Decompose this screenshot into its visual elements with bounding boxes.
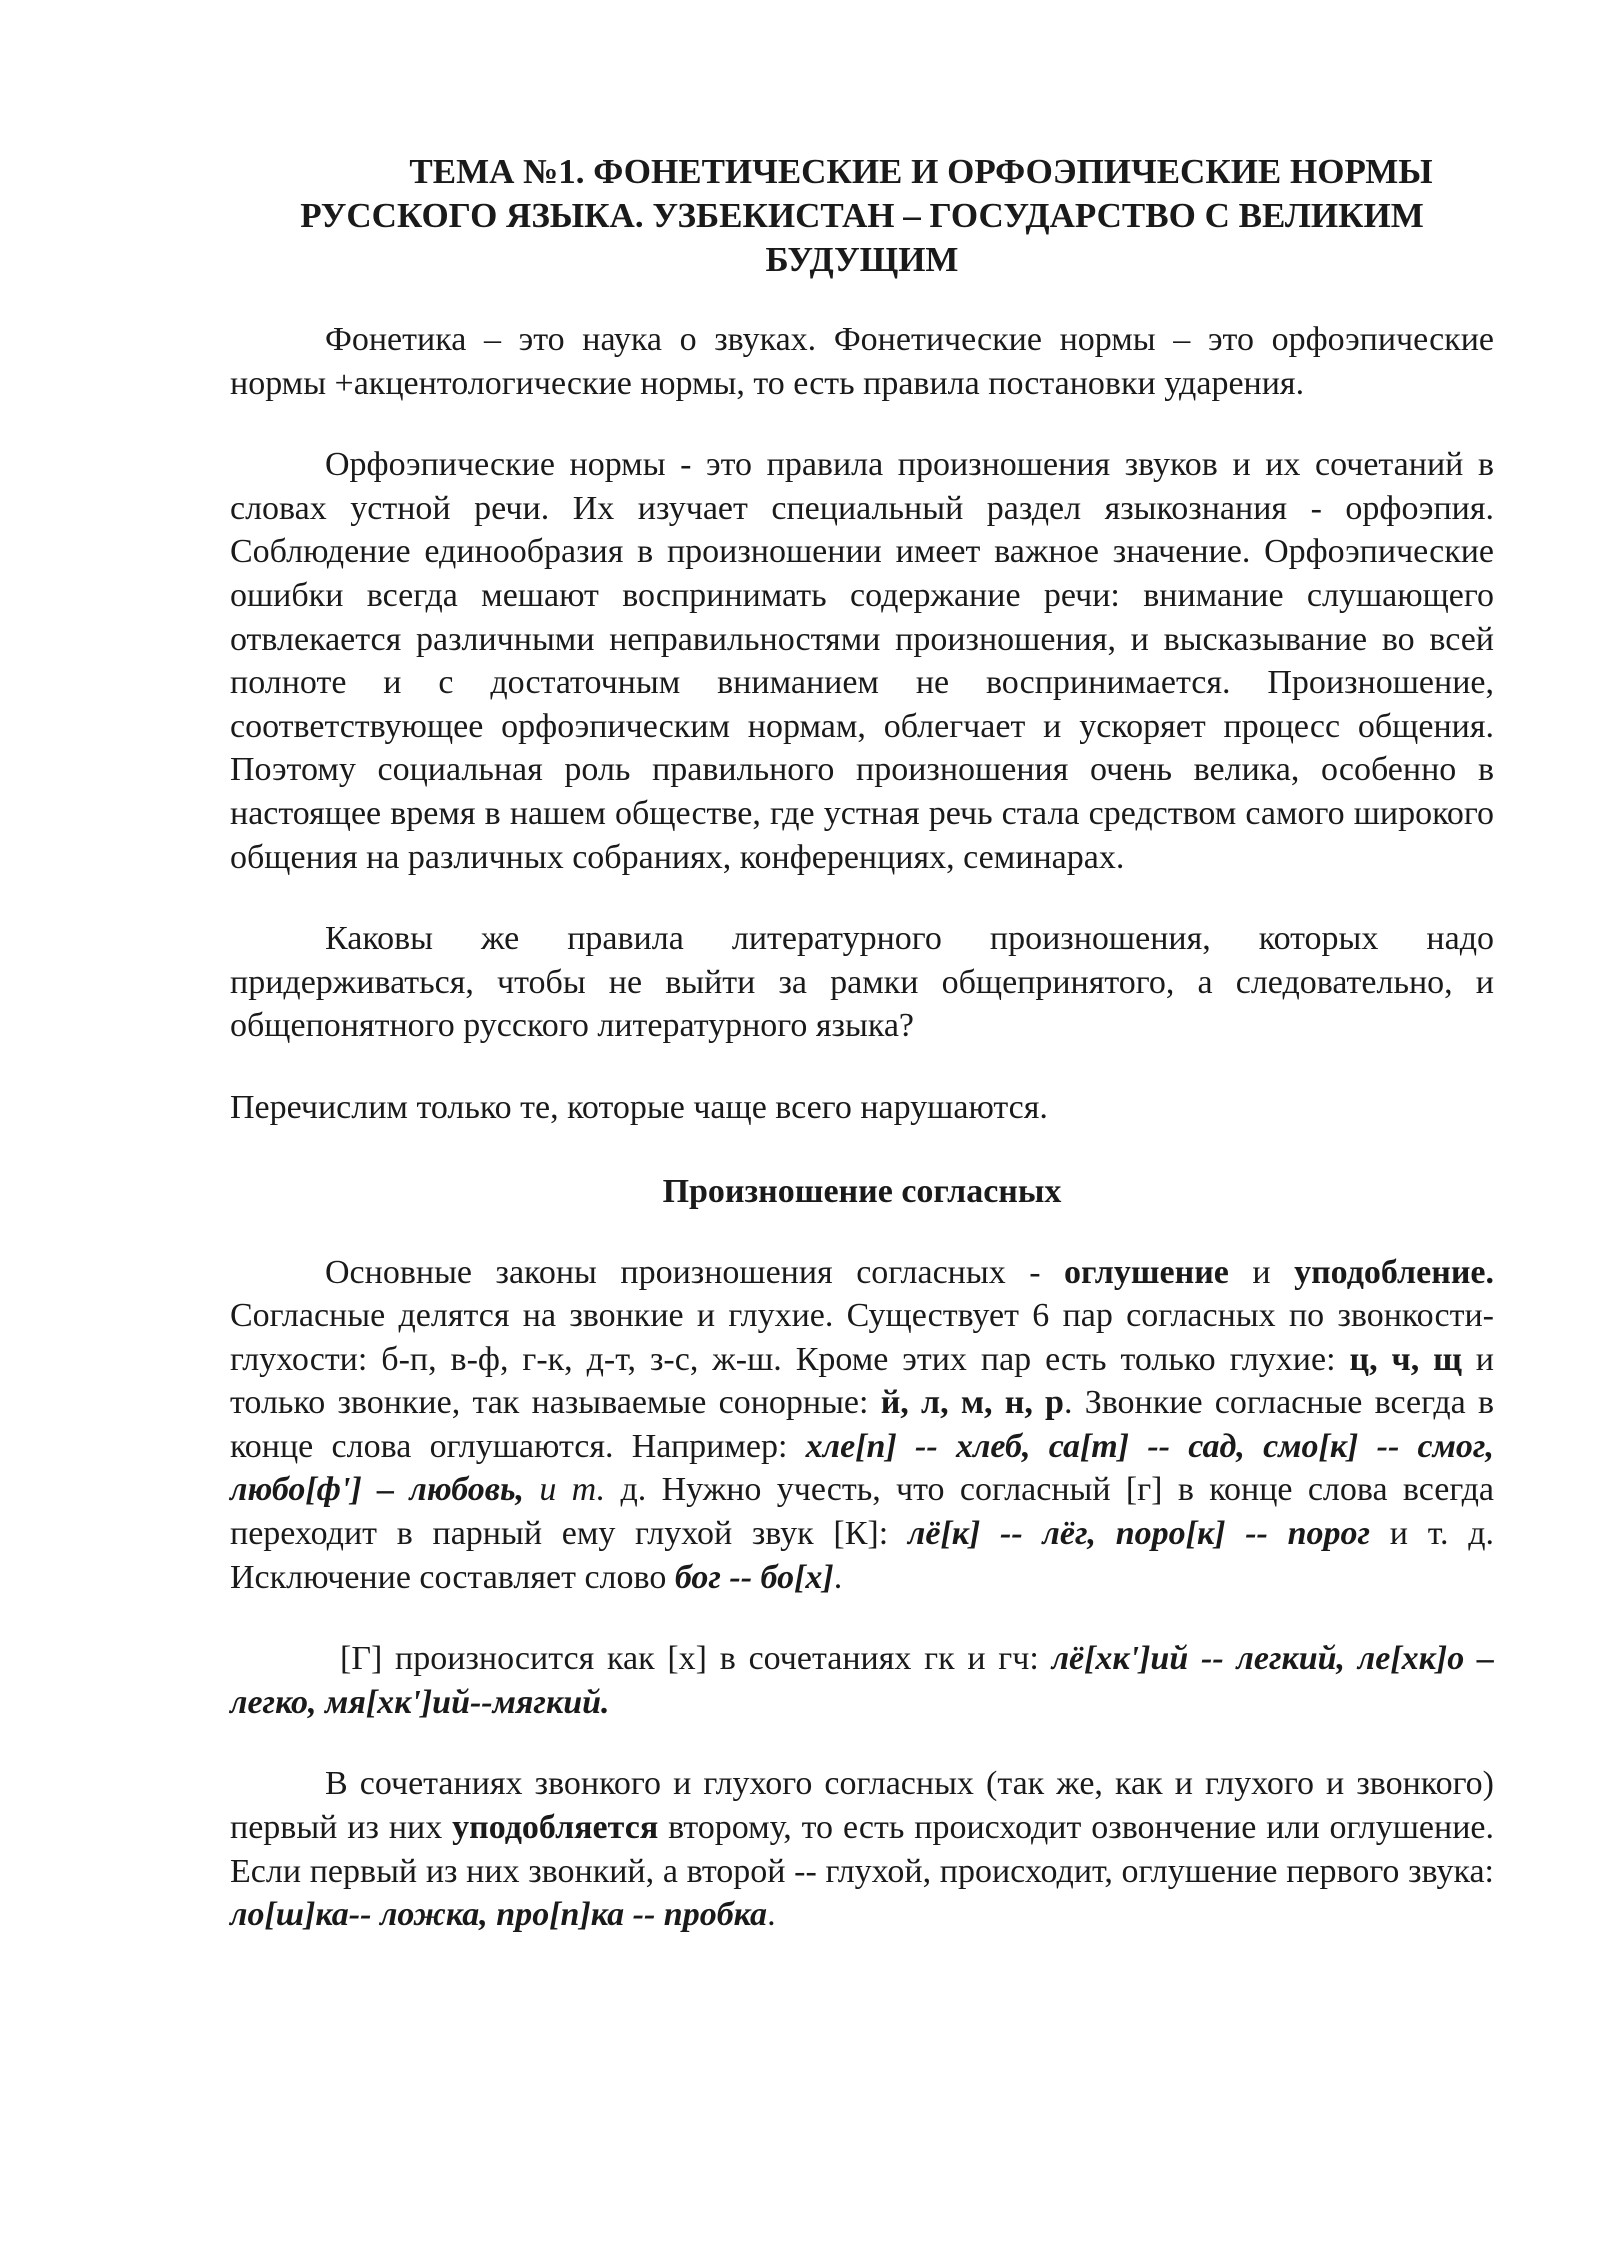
title-line-1: ТЕМА №1. ФОНЕТИЧЕСКИЕ И ОРФОЭПИЧЕСКИЕ НОРМЫ [409, 152, 1433, 191]
title-line-2: РУССКОГО ЯЗЫКА. УЗБЕКИСТАН – ГОСУДАРСТВО С ВЕЛИКИМ [300, 196, 1424, 235]
example-words-5: ло[ш]ка-- ложка, про[п]ка -- пробка [230, 1896, 768, 1934]
bold-term-assimilates: уподобляется [452, 1809, 659, 1847]
paragraph-phonetics-definition: Фонетика – это наука о звуках. Фонетические нормы – это орфоэпические нормы +акцентологические нормы, то есть правила постановки ударения. [230, 321, 1494, 402]
paragraph-orthoepic-norms: Орфоэпические нормы - это правила произношения звуков и их сочетаний в словах устной речи. Их изучает специальный раздел языкознания - орфоэпия. Соблюдение единообразия в произношении имеет важное значение. Орфоэпические ошибки всегда мешают воспринимать содержание речи: внимание слушающего отвлекается различными неправильностями произношения, и высказывание во всей полноте и с достаточным вниманием не воспринимается. Произношение, соответствующее орфоэпическим нормам, облегчает и ускоряет процесс общения. Поэтому социальная роль правильного произношения очень велика, особенно в настоящее время в нашем обществе, где устная речь стала средством самого широкого общения на различных собраниях, конференциях, семинарах. [230, 446, 1494, 876]
text-run: и [1228, 1253, 1295, 1291]
bold-term-devoicing: оглушение [1064, 1253, 1229, 1291]
text-run: [Г] произносится как [х] в сочетаниях гк и гч: [340, 1640, 1052, 1678]
text-run: и только звонкие, так называемые сонорные: [230, 1340, 1494, 1422]
example-words-2: лё[к] -- лёг, поро[к] -- порог [907, 1515, 1371, 1553]
paragraph-rules-question: Каковы же правила литературного произношения, которых надо придерживаться, чтобы не выйти за рамки общепринятого, а следовательно, и общепонятного русского литературного языка? [230, 920, 1494, 1045]
text-run: Согласные делятся на звонкие и глухие. Существует 6 пар согласных по звонкости-глухости: б-п, в-ф, г-к, д-т, з-с, ж-ш. Кроме этих пар есть только глухие: [230, 1297, 1494, 1378]
italic-text-run: и т. [524, 1471, 606, 1509]
example-words-3: бог -- бо[х] [674, 1558, 834, 1596]
text-run: . [833, 1558, 843, 1596]
paragraph-consonant-assimilation [230, 1762, 1494, 1936]
paragraph-list-intro: Перечислим только те, которые чаще всего нарушаются. [230, 1088, 1048, 1126]
title-line-3: БУДУЩИМ [765, 240, 959, 279]
example-words-4: лё[хк']ий -- легкий, ле[хк]о – легко, мя[хк']ий--мягкий. [230, 1640, 1494, 1721]
text-run: второму, то есть происходит озвончение или оглушение. Если первый из них звонкий, а второй -- глухой, происходит, оглушение первого звука: [230, 1809, 1494, 1890]
example-words-1: хле[п] -- хлеб, са[т] -- сад, смо[к] -- смог, любо[ф'] – любовь, [230, 1427, 1494, 1509]
bold-voiceless-list: ц, ч, щ [1349, 1340, 1462, 1378]
text-run: . Звонкие согласные всегда в конце слова оглушаются. Например: [230, 1384, 1494, 1465]
text-run: д. Нужно учесть, что согласный [г] в конце слова всегда переходит в парный ему глухой звук [К]: [230, 1471, 1494, 1553]
section-heading: Произношение согласных [662, 1172, 1062, 1210]
document-title [230, 150, 1494, 282]
bold-term-assimilation: уподобление. [1294, 1253, 1494, 1291]
bold-sonorant-list: й, л, м, н, р [880, 1384, 1064, 1422]
text-run: Основные законы произношения согласных - [325, 1253, 1065, 1291]
text-run: В сочетаниях звонкого и глухого согласных (так же, как и глухого и звонкого) первый из них [230, 1765, 1494, 1847]
document-page [230, 150, 1494, 1937]
paragraph-g-pronunciation [230, 1637, 1494, 1724]
paragraph-consonant-laws [230, 1251, 1494, 1600]
text-run: и т. д. Исключение составляет слово [230, 1515, 1495, 1596]
text-run: . [767, 1896, 776, 1934]
